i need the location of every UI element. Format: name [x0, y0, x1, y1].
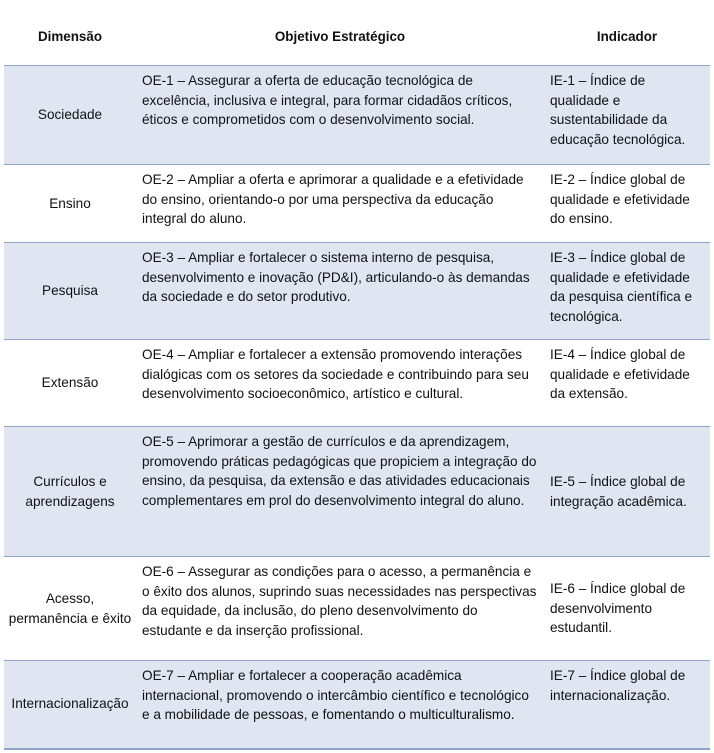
row-indicador: IE-1 – Índice de qualidade e sustentabilidade da educação tecnológica. [544, 66, 710, 165]
row-dimensao: Ensino [4, 165, 136, 243]
row-dimensao: Pesquisa [4, 243, 136, 340]
row-objetivo: OE-2 – Ampliar a oferta e aprimorar a qualidade e a efetividade do ensino, orientando-o por uma perspectiva da educação integral do aluno. [136, 165, 544, 243]
header-dimensao: Dimensão [4, 8, 136, 66]
row-dimensao: Acesso, permanência e êxito [4, 557, 136, 661]
row-dimensao: Currículos e aprendizagens [4, 427, 136, 557]
row-objetivo: OE-1 – Assegurar a oferta de educação tecnológica de excelência, inclusiva e integral, para formar cidadãos críticos, éticos e comprometidos com o desenvolvimento social. [136, 66, 544, 165]
table-row [4, 557, 710, 661]
row-indicador: IE-6 – Índice global de desenvolvimento estudantil. [544, 557, 710, 661]
row-indicador: IE-2 – Índice global de qualidade e efetividade do ensino. [544, 165, 710, 243]
row-objetivo: OE-6 – Assegurar as condições para o acesso, a permanência e o êxito dos alunos, suprindo suas necessidades nas perspectivas da equidade, da inclusão, do pleno desenvolvimento do estudante e da inserção profissional. [136, 557, 544, 661]
row-indicador: IE-7 – Índice global de internacionalização. [544, 661, 710, 749]
table-row [4, 66, 710, 165]
header-objetivo: Objetivo Estratégico [136, 8, 544, 66]
row-dimensao: Internacionalização [4, 661, 136, 749]
table-row [4, 427, 710, 557]
table-header-row [4, 8, 710, 66]
row-indicador: IE-3 – Índice global de qualidade e efetividade da pesquisa científica e tecnológica. [544, 243, 710, 340]
table-row [4, 661, 710, 749]
row-indicador: IE-5 – Índice global de integração acadêmica. [544, 427, 710, 557]
header-indicador: Indicador [544, 8, 710, 66]
table-row [4, 165, 710, 243]
row-indicador: IE-4 – Índice global de qualidade e efetividade da extensão. [544, 340, 710, 427]
table-row [4, 340, 710, 427]
strategic-objectives-table [4, 8, 710, 750]
row-objetivo: OE-5 – Aprimorar a gestão de currículos e da aprendizagem, promovendo práticas pedagógicas que propiciem a integração do ensino, da pesquisa, da extensão e das atividades educacionais complementares em prol do desenvolvimento integral do aluno. [136, 427, 544, 557]
row-objetivo: OE-4 – Ampliar e fortalecer a extensão promovendo interações dialógicas com os setores da sociedade e contribuindo para seu desenvolvimento socioeconômico, artístico e cultural. [136, 340, 544, 427]
row-dimensao: Sociedade [4, 66, 136, 165]
row-objetivo: OE-3 – Ampliar e fortalecer o sistema interno de pesquisa, desenvolvimento e inovação (PD&I), articulando-o às demandas da sociedade e do setor produtivo. [136, 243, 544, 340]
row-dimensao: Extensão [4, 340, 136, 427]
row-objetivo: OE-7 – Ampliar e fortalecer a cooperação acadêmica internacional, promovendo o intercâmbio científico e tecnológico e a mobilidade de pessoas, e fomentando o multiculturalismo. [136, 661, 544, 749]
table-row [4, 243, 710, 340]
